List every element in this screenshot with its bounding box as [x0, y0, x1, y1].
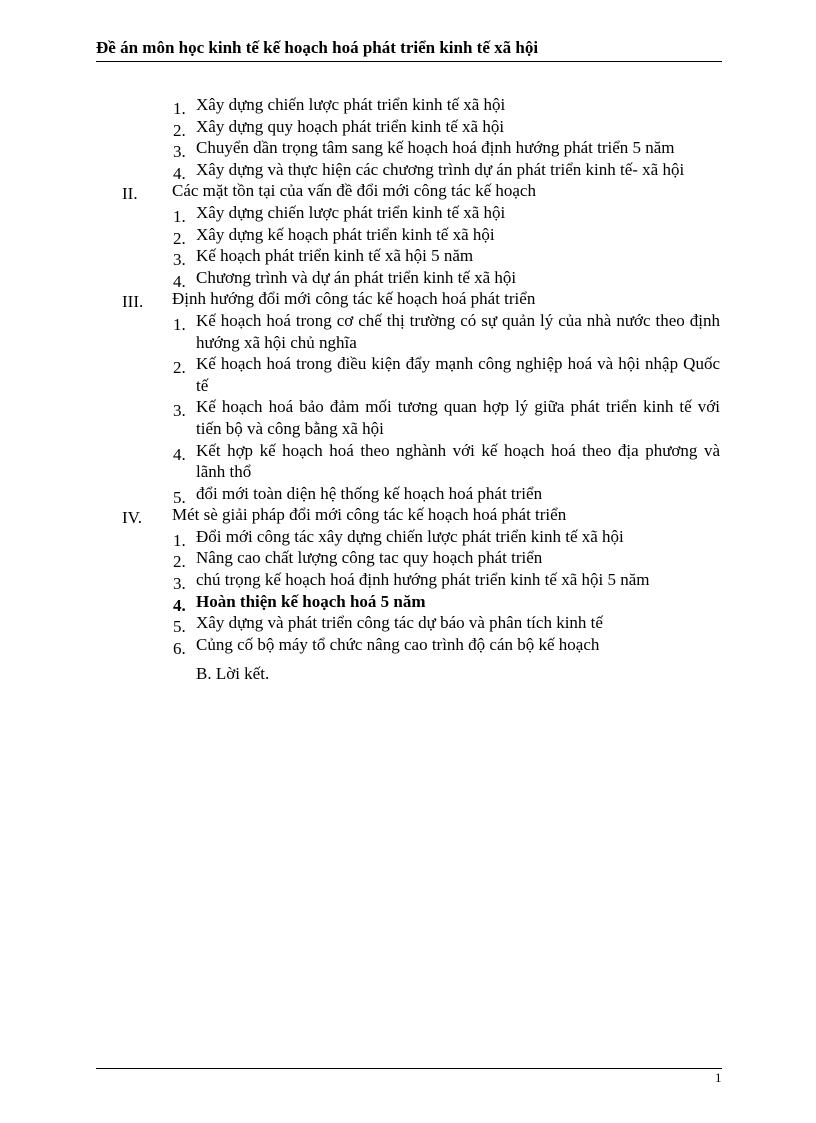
- list-item: [96, 267, 720, 289]
- item-text: Xây dựng chiến lược phát triển kinh tế xã hội: [196, 95, 506, 114]
- item-text: Hoàn thiện kế hoạch hoá 5 năm: [196, 591, 426, 611]
- list-item: [96, 159, 720, 181]
- item-number: 4.: [173, 444, 186, 464]
- item-text: Xây dựng kế hoạch phát triển kinh tế xã hội: [196, 224, 495, 244]
- list-item: [96, 526, 720, 548]
- closing-heading: B. Lời kết.: [196, 664, 270, 684]
- item-number: 4.: [173, 163, 186, 183]
- list-item: [96, 245, 720, 270]
- list-item: [96, 202, 720, 224]
- section-numeral: IV.: [122, 508, 142, 528]
- list-item: [96, 483, 720, 505]
- content: [96, 94, 720, 685]
- item-number: 6.: [173, 638, 186, 658]
- item-number: 1.: [173, 99, 186, 118]
- item-number: 2.: [173, 228, 186, 248]
- item-number: 5.: [173, 487, 186, 507]
- section-title: Các mặt tồn tại của vấn đề đổi mới công tác kế hoạch: [172, 181, 536, 201]
- item-text: Kế hoạch hoá bảo đảm mối tương quan hợp lý giữa phát triển kinh tế với tiến bộ và công bằng xã hội: [196, 397, 720, 438]
- section-numeral: II.: [122, 184, 138, 204]
- header-rule: [96, 61, 722, 62]
- list-item: [96, 396, 720, 439]
- item-number: 3.: [173, 401, 186, 421]
- item-number: 2.: [173, 358, 186, 378]
- item-number: 3.: [173, 250, 186, 270]
- list-item: [96, 137, 720, 162]
- item-number: 5.: [173, 617, 186, 637]
- item-text: Xây dựng và thực hiện các chương trình dự án phát triển kinh tế- xã hội: [196, 159, 685, 179]
- page-number: 1: [715, 1070, 722, 1085]
- item-number: 1.: [173, 530, 186, 550]
- item-text: Kế hoạch phát triển kinh tế xã hội 5 năm: [196, 246, 474, 266]
- item-text: Kết hợp kế hoạch hoá theo nghành với kế hoạch hoá theo địa phương và lãnh thổ: [196, 440, 720, 482]
- item-text: Đổi mới công tác xây dựng chiến lược phát triển kinh tế xã hội: [196, 526, 624, 546]
- list-item: [96, 634, 720, 656]
- item-text: Xây dựng chiến lược phát triển kinh tế xã hội: [196, 202, 506, 222]
- section-heading: [96, 504, 720, 526]
- list-item: [96, 116, 720, 138]
- list-item: [96, 547, 720, 572]
- footer-rule: [96, 1068, 722, 1069]
- list-item: [96, 612, 720, 637]
- section-numeral: III.: [122, 292, 144, 312]
- item-number: 2.: [173, 120, 186, 140]
- header-title: Đề án môn học kinh tế kế hoạch hoá phát triển kinh tế xã hội: [96, 38, 539, 57]
- item-text: Kế hoạch hoá trong điều kiện đẩy mạnh công nghiệp hoá và hội nhập Quốc tế: [196, 354, 720, 395]
- item-number: 3.: [173, 574, 186, 594]
- section-heading: [96, 288, 720, 310]
- item-text: Kế hoạch hoá trong cơ chế thị trường có sự quản lý của nhà nước theo định hướng xã hội chủ nghĩa: [196, 310, 720, 352]
- item-number: 3.: [173, 142, 186, 162]
- list-item: [96, 591, 720, 613]
- item-number: 1.: [173, 206, 186, 226]
- item-text: Chương trình và dự án phát triển kinh tế xã hội: [196, 267, 517, 287]
- item-text: Xây dựng quy hoạch phát triển kinh tế xã hội: [196, 116, 505, 136]
- list-item: [96, 440, 720, 483]
- section-title: Định hướng đổi mới công tác kế hoạch hoá phát triển: [172, 289, 536, 309]
- list-item: [96, 224, 720, 246]
- section-title: Mét sè giải pháp đổi mới công tác kế hoạch hoá phát triển: [172, 505, 567, 525]
- item-text: Nâng cao chất lượng công tac quy hoạch phát triển: [196, 548, 543, 568]
- item-text: Chuyển dần trọng tâm sang kế hoạch hoá định hướng phát triển 5 năm: [196, 138, 675, 158]
- item-number: 2.: [173, 552, 186, 572]
- item-text: Xây dựng và phát triển công tác dự báo và phân tích kinh tế: [196, 613, 603, 633]
- item-number: 1.: [173, 314, 186, 334]
- list-item: [96, 569, 720, 594]
- list-item: [96, 94, 720, 116]
- list-item: [96, 310, 720, 353]
- item-number: 4.: [173, 271, 186, 291]
- item-text: chú trọng kế hoạch hoá định hướng phát triển kinh tế xã hội 5 năm: [196, 570, 650, 590]
- list-item: [96, 353, 720, 396]
- section-heading: [96, 180, 720, 202]
- item-text: đổi mới toàn diện hệ thống kế hoạch hoá phát triển: [196, 483, 543, 503]
- item-number: 4.: [173, 595, 186, 615]
- item-text: Củng cố bộ máy tổ chức nâng cao trình độ cán bộ kế hoạch: [196, 634, 600, 654]
